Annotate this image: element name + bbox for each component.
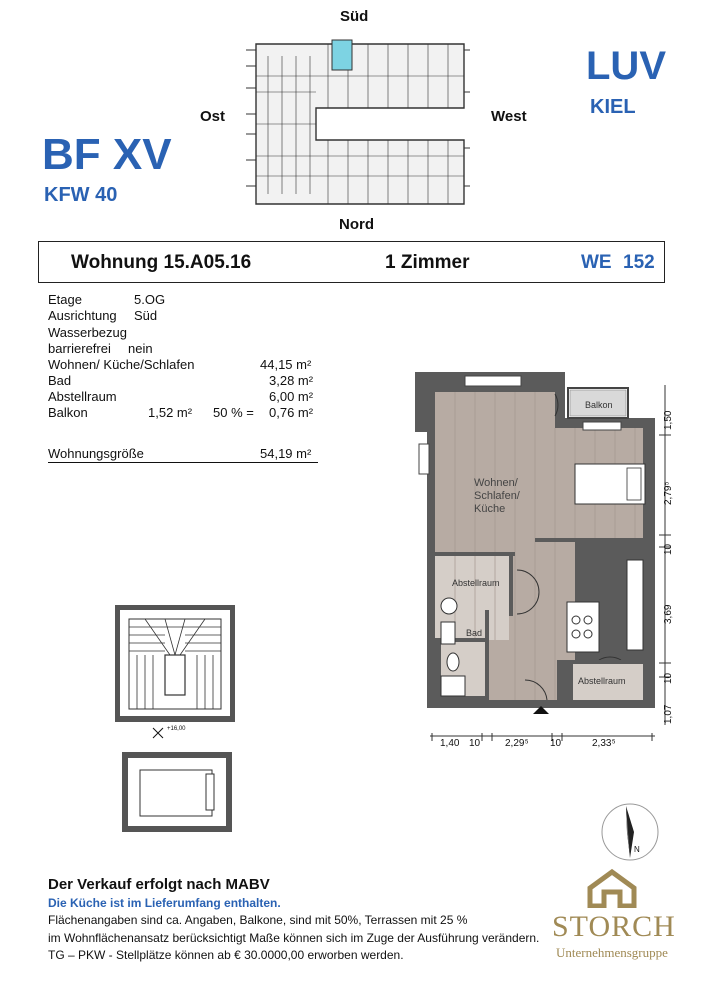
dim-bottom-3: 10 — [550, 738, 562, 749]
dim-right-2: 10 — [663, 543, 674, 555]
project-standard: KFW 40 — [44, 184, 118, 206]
dim-right-0: 1,50 — [663, 410, 674, 430]
detail-barrierefrei-value: nein — [128, 341, 153, 356]
unit-we-number: 152 — [623, 252, 655, 273]
project-name: BF XV — [42, 130, 172, 179]
dim-bottom-1: 10 — [469, 738, 481, 749]
info-table — [48, 292, 328, 472]
detail-etage-label: Etage — [48, 292, 82, 307]
area-wohnen-value: 44,15 m² — [260, 357, 312, 372]
detail-ausrichtung-label: Ausrichtung — [48, 308, 117, 323]
north-label: N — [634, 845, 640, 854]
plan-room-wohnen — [474, 477, 520, 516]
area-abstell-value: 6,00 m² — [269, 389, 314, 404]
north-arrow-icon — [598, 800, 662, 864]
dim-right-4: 10 — [663, 672, 674, 684]
plan-room-balkon: Balkon — [585, 400, 613, 410]
detail-etage-value: 5.OG — [134, 292, 166, 307]
storch-house-logo — [586, 868, 638, 908]
footer-line-3: TG – PKW - Stellplätze können ab € 30.0000,00 erworben werden. — [48, 948, 404, 962]
company-sub: Unternehmensgruppe — [556, 945, 668, 960]
unit-banner — [38, 241, 665, 283]
plan-wohnen-line1: Wohnen/ — [474, 477, 518, 489]
plan-room-bad: Bad — [466, 628, 483, 638]
plan-room-abstell2: Abstellraum — [578, 676, 626, 686]
dim-right-1: 2,79⁵ — [663, 481, 674, 505]
stair-level: +16,00 — [167, 726, 186, 732]
unit-rooms: 1 Zimmer — [385, 252, 470, 273]
detail-barrierefrei-label: barrierefrei — [48, 341, 111, 356]
footer-kitchen: Die Küche ist im Lieferumfang enthalten. — [48, 896, 281, 910]
label-nord: Nord — [339, 216, 374, 233]
dim-right-3: 3,69 — [663, 604, 674, 624]
elevator-plan — [122, 752, 232, 832]
floor-plan — [405, 370, 675, 720]
plan-room-abstell1: Abstellraum — [452, 578, 500, 588]
area-balkon-value: 0,76 m² — [269, 405, 314, 420]
key-plan — [238, 36, 470, 208]
footer-heading: Der Verkauf erfolgt nach MABV — [48, 876, 270, 893]
label-sued: Süd — [340, 8, 369, 25]
area-wohnen-label: Wohnen/ Küche/Schlafen — [48, 357, 195, 372]
detail-wasserbezug-label: Wasserbezug — [48, 325, 127, 340]
company-name: STORCH — [552, 910, 676, 943]
plan-wohnen-line3: Küche — [474, 503, 506, 515]
footer-line-1: Flächenangaben sind ca. Angaben, Balkone, sind mit 50%, Terrassen mit 25 % — [48, 913, 468, 927]
dim-bottom-line — [430, 733, 655, 747]
area-total-label: Wohnungsgröße — [48, 446, 144, 461]
brand-name: LUV — [586, 44, 666, 88]
area-bad-label: Bad — [48, 373, 72, 388]
dim-bottom-4: 2,33⁵ — [592, 738, 616, 749]
detail-ausrichtung-value: Süd — [134, 308, 158, 323]
area-bad-value: 3,28 m² — [269, 373, 314, 388]
footer-line-2: im Wohnflächenansatz berücksichtigt Maße können sich im Zuge der Ausführung verändern. — [48, 931, 540, 945]
unit-title: Wohnung 15.A05.16 — [71, 252, 252, 273]
brand-city: KIEL — [590, 96, 636, 118]
level-marker-icon — [152, 727, 164, 739]
label-ost: Ost — [200, 108, 226, 125]
plan-wohnen-line2: Schlafen/ — [474, 490, 520, 502]
area-balkon-gross: 1,52 m² — [148, 405, 193, 420]
dim-right-5: 1,07 — [663, 704, 674, 724]
stair-core-plan — [115, 605, 235, 725]
dim-bottom-0: 1,40 — [440, 738, 460, 749]
area-abstell-label: Abstellraum — [48, 389, 117, 404]
area-balkon-pct: 50 % = — [213, 405, 254, 420]
area-balkon-label: Balkon — [48, 405, 88, 420]
dim-bottom-2: 2,29⁵ — [505, 738, 529, 749]
label-west: West — [491, 108, 527, 125]
total-underline — [48, 462, 318, 463]
area-total-value: 54,19 m² — [260, 446, 312, 461]
unit-we-label: WE — [581, 252, 612, 273]
